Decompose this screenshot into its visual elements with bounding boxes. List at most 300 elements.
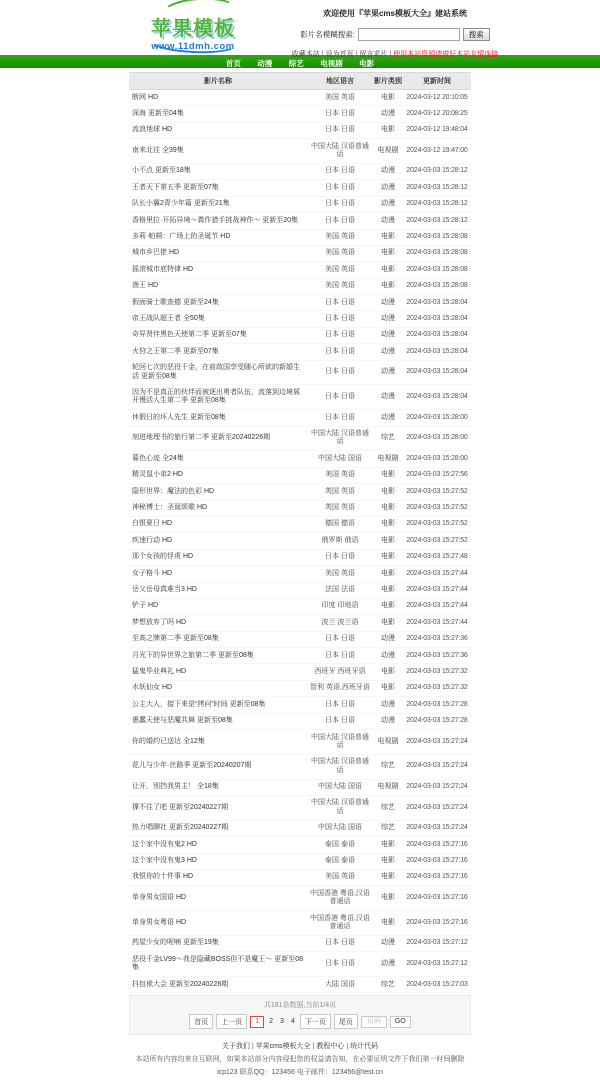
movie-region: 大陆 国语 <box>325 980 355 988</box>
movie-category-link[interactable]: 电影 <box>381 233 395 241</box>
table-row <box>129 837 471 853</box>
movie-title-link[interactable]: 队长小翼2青少年篇 更新至21集 <box>132 200 230 208</box>
table-row <box>129 566 471 582</box>
footer-contact: icp123 联系QQ：123456 电子邮件：123456@test.cn <box>217 1069 383 1077</box>
movie-title-link[interactable]: 神秘博士：圣诞颂歌 HD <box>132 504 208 512</box>
movie-title-link[interactable]: 流浪地球 HD <box>132 126 173 134</box>
movie-region: 中国香港 粤语,汉语普通话 <box>310 889 370 906</box>
movie-update-time: 2024-03-03 15:27:12 <box>406 959 468 967</box>
movie-update-time: 2024-03-03 15:27:44 <box>406 602 468 610</box>
logo-title: 苹果模板 <box>151 18 235 40</box>
site-header <box>0 0 600 58</box>
movie-update-time: 2024-03-03 15:27:36 <box>406 651 468 659</box>
movie-region: 中国大陆 汉语普通话 <box>311 733 369 749</box>
set-homepage-link[interactable]: 设为首页 <box>325 51 354 58</box>
prev-page-button[interactable]: 上一页 <box>216 1014 247 1029</box>
movie-update-time: 2024-03-03 15:27:16 <box>406 857 468 865</box>
movie-category-link[interactable]: 电影 <box>381 536 395 544</box>
movie-title-link[interactable]: 这个家中没有鬼3 HD <box>132 857 197 865</box>
separator: | <box>389 51 392 58</box>
table-row <box>129 869 471 885</box>
movie-category-link[interactable]: 电视剧 <box>377 737 399 745</box>
pagination <box>129 995 471 1035</box>
movie-category-link[interactable]: 动漫 <box>381 959 395 967</box>
separator: | <box>346 1043 349 1051</box>
first-page-button[interactable]: 首页 <box>189 1014 213 1029</box>
table-row <box>129 385 471 410</box>
page-link-2[interactable]: 2 <box>269 1018 274 1026</box>
movie-region: 泰国 泰语 <box>325 857 355 865</box>
movie-category-link[interactable]: 电影 <box>381 873 395 881</box>
movie-title-link[interactable]: 刻进地理书的旅行第二季 更新至20240226期 <box>132 434 271 442</box>
table-row <box>129 598 471 614</box>
movie-region: 印度 印地语 <box>321 602 359 610</box>
current-page-indicator: 1 <box>250 1016 264 1028</box>
movie-category-link[interactable]: 动漫 <box>381 393 395 401</box>
movie-update-time: 2024-03-03 15:27:32 <box>406 667 468 675</box>
movie-update-time: 2024-03-03 15:28:04 <box>406 393 468 401</box>
movie-title-link[interactable]: 单身男女国语 HD <box>132 894 187 901</box>
template-site-link[interactable]: 苹果cms模板大全 <box>255 1043 311 1051</box>
movie-region: 美国 英语 <box>325 873 355 881</box>
movie-title-link[interactable]: 水妖仙女 HD <box>132 684 173 692</box>
table-row <box>129 500 471 516</box>
movie-update-time: 2024-03-03 15:28:12 <box>406 200 468 208</box>
movie-category-link[interactable]: 综艺 <box>381 434 395 442</box>
last-page-button[interactable]: 尾页 <box>334 1014 358 1029</box>
movie-region: 日本 日语 <box>325 717 355 725</box>
movie-region: 中国大陆 汉语普通话 <box>311 758 369 774</box>
table-row <box>129 327 471 343</box>
movie-update-time: 2024-03-03 15:27:28 <box>406 717 468 725</box>
movie-category-link[interactable]: 动漫 <box>381 635 395 643</box>
table-row <box>129 213 471 229</box>
movie-category-link[interactable]: 电影 <box>381 553 395 561</box>
movie-region: 中国大陆 国语 <box>318 454 362 462</box>
separator: | <box>321 51 324 58</box>
movie-region: 中国香港 粤语,汉语普通话 <box>310 914 370 930</box>
movie-update-time: 2024-03-03 15:28:04 <box>406 298 468 306</box>
movie-category-link[interactable]: 动漫 <box>381 200 395 208</box>
nav-item-variety[interactable]: 综艺 <box>288 59 304 68</box>
nav-item-tvseries[interactable]: 电视剧 <box>320 59 343 68</box>
movie-title-link[interactable]: 岳父岳母真难当3 HD <box>132 586 197 593</box>
movie-title-link[interactable]: 轮回七次的恶役千金，在前敌国享受随心所欲的新婚生活 更新至08集 <box>132 364 300 380</box>
movie-title-link[interactable]: 帝王战队超王者 全50集 <box>132 314 205 322</box>
movie-category-link[interactable]: 电视剧 <box>377 454 399 462</box>
movie-category-link[interactable]: 电影 <box>381 93 395 101</box>
movie-update-time: 2024-03-03 15:27:24 <box>406 762 468 770</box>
table-row <box>129 90 471 106</box>
separator: | <box>312 1043 315 1051</box>
movie-category-link[interactable]: 动漫 <box>381 109 395 117</box>
table-row <box>129 820 471 836</box>
movie-title-link[interactable]: 女子格斗 HD <box>132 569 173 577</box>
movie-category-link[interactable]: 动漫 <box>381 413 395 421</box>
footer-disclaimer: 本站所有内容均来自互联网，如果本站部分内容侵犯您的权益请告知，在必要证明文件下我们第一时间删除 <box>135 1056 465 1064</box>
movie-region: 日本 日语 <box>325 126 355 134</box>
movie-title-link[interactable]: 猛鬼毕业典礼 HD <box>132 667 187 675</box>
movie-category-link[interactable]: 电影 <box>381 282 395 290</box>
table-row <box>129 180 471 196</box>
movie-title-link[interactable]: 断网 HD <box>132 93 159 101</box>
movie-region: 德国 德语 <box>325 520 355 528</box>
movie-category-link[interactable]: 电影 <box>381 249 395 257</box>
request-movie-link[interactable]: 留言求片 <box>359 51 388 58</box>
movie-region: 日本 日语 <box>325 331 355 339</box>
table-row <box>129 122 471 138</box>
table-row <box>129 278 471 294</box>
movie-update-time: 2024-03-03 15:27:52 <box>406 536 468 544</box>
movie-region: 日本 日语 <box>325 167 355 175</box>
movie-title-link[interactable]: 火狩之王第二季 更新至07集 <box>132 347 219 355</box>
movie-title-link[interactable]: 至高之牌第二季 更新至08集 <box>132 635 219 643</box>
movie-region: 美国 英语 <box>325 569 355 577</box>
movie-category-link[interactable]: 电影 <box>381 618 395 626</box>
movie-update-time: 2024-03-03 15:28:08 <box>406 249 468 257</box>
movie-region: 日本 日语 <box>325 393 355 401</box>
movie-region: 日本 日语 <box>325 368 355 376</box>
table-row <box>129 648 471 664</box>
nav-item-movie[interactable]: 电影 <box>359 59 375 68</box>
movie-region: 英国 英语 <box>325 487 355 495</box>
table-row <box>129 730 471 755</box>
table-row <box>129 245 471 261</box>
table-row <box>129 467 471 483</box>
table-row <box>129 549 471 565</box>
movie-update-time: 2024-03-03 15:27:16 <box>406 840 468 848</box>
table-row <box>129 533 471 549</box>
movie-category-link[interactable]: 电影 <box>381 265 395 273</box>
movie-category-link[interactable]: 动漫 <box>381 939 395 947</box>
movie-title-link[interactable]: 南来北往 全39集 <box>132 146 184 154</box>
movie-title-link[interactable]: 城市乡巴佬 HD <box>132 249 180 257</box>
table-row <box>129 484 471 500</box>
movie-update-time: 2024-03-03 15:27:28 <box>406 700 468 708</box>
movie-category-link[interactable]: 电影 <box>381 569 395 577</box>
movie-update-time: 2024-03-03 15:27:24 <box>406 737 468 745</box>
movie-category-link[interactable]: 电视剧 <box>377 146 399 154</box>
movie-title-link[interactable]: 热力唱聊社 更新至20240227期 <box>132 824 229 832</box>
bookmark-site-link[interactable]: 收藏本站 <box>291 51 320 58</box>
page-link-4[interactable]: 4 <box>290 1018 295 1026</box>
movie-title-link[interactable]: 恶役千金LV99～我是隐藏BOSS但不是魔王～ 更新至08集 <box>132 955 304 972</box>
pagination-controls <box>130 1014 470 1029</box>
movie-title-link[interactable]: 白银夏日 HD <box>132 520 173 528</box>
movie-category-link[interactable]: 动漫 <box>381 183 395 191</box>
movie-category-link[interactable]: 综艺 <box>381 803 395 811</box>
movie-update-time: 2024-03-03 15:27:52 <box>406 487 468 495</box>
movie-region: 日本 日语 <box>325 216 355 224</box>
movie-title-link[interactable]: 精灵鼠小弟2 HD <box>132 471 183 479</box>
movie-region: 中国大陆 汉语普通话 <box>311 799 369 815</box>
movie-update-time: 2024-03-03 15:27:12 <box>406 939 468 947</box>
movie-region: 日本 日语 <box>325 635 355 643</box>
movie-title-link[interactable]: 深海 更新至04集 <box>132 109 184 117</box>
table-row <box>129 410 471 426</box>
movie-region: 俄罗斯 俄语 <box>321 536 359 544</box>
movie-region: 日本 日语 <box>325 651 355 659</box>
pagination-summary: 共181条数据,当前1/4页 <box>263 1002 337 1010</box>
movie-title-link[interactable]: 让开，别挡我男主！ 全18集 <box>132 783 219 791</box>
movie-region: 智利 英语,西班牙语 <box>310 684 370 692</box>
movie-category-link[interactable]: 电影 <box>381 126 395 134</box>
movie-region: 法国 法语 <box>325 586 355 593</box>
movie-update-time: 2024-03-03 15:27:44 <box>406 586 468 593</box>
movie-category-link[interactable]: 动漫 <box>381 368 395 376</box>
movie-update-time: 2024-03-03 15:28:12 <box>406 216 468 224</box>
movie-title-link[interactable]: 假面骑士歌查德 更新至24集 <box>132 298 219 306</box>
movie-region: 中国大陆 国语 <box>318 783 362 791</box>
movie-title-link[interactable]: 愚蠢天使与恶魔共舞 更新至08集 <box>132 717 233 725</box>
movie-title-link[interactable]: 梦想放弃了吗 HD <box>132 618 187 626</box>
movie-category-link[interactable]: 动漫 <box>381 167 395 175</box>
movie-update-time: 2024-03-03 15:28:00 <box>406 413 468 421</box>
movie-title-link[interactable]: 摇滚城市底特律 HD <box>132 265 194 273</box>
table-row <box>129 426 471 451</box>
separator: | <box>251 1043 254 1051</box>
nav-item-home[interactable]: 首页 <box>225 59 241 68</box>
movie-region: 西班牙 西班牙语 <box>314 667 366 675</box>
movie-update-time: 2024-03-12 20:10:05 <box>406 93 468 101</box>
movie-category-link[interactable]: 电影 <box>381 602 395 610</box>
movie-title-link[interactable]: 休假日的坏人先生 更新至08集 <box>132 413 226 421</box>
movie-update-time: 2024-03-03 15:28:04 <box>406 347 468 355</box>
table-row <box>129 853 471 869</box>
table-row <box>129 451 471 467</box>
movie-region: 日本 日语 <box>325 413 355 421</box>
movie-title-link[interactable]: 那个女孩的俘虏 HD <box>132 553 194 561</box>
movie-region: 英国 英语 <box>325 504 355 512</box>
movie-region: 中国大陆 国语 <box>318 824 362 832</box>
movie-category-link[interactable]: 电影 <box>381 918 395 926</box>
movie-update-time: 2024-03-03 15:27:44 <box>406 569 468 577</box>
movie-update-time: 2024-03-03 15:28:04 <box>406 368 468 376</box>
about-us-link[interactable]: 关于我们 <box>221 1043 250 1051</box>
table-row <box>129 344 471 360</box>
site-logo[interactable] <box>142 1 244 53</box>
table-row <box>129 664 471 680</box>
column-header-category: 影片类别 <box>373 73 403 90</box>
movie-category-link[interactable]: 电影 <box>381 840 395 848</box>
movie-title-link[interactable]: 暮色心迹 全24集 <box>132 454 184 462</box>
page-link-3[interactable]: 3 <box>280 1018 284 1026</box>
table-row <box>129 582 471 598</box>
movie-update-time: 2024-03-03 15:28:00 <box>406 454 468 462</box>
movie-region: 波兰 波兰语 <box>321 618 359 626</box>
movie-region: 美国 英语 <box>325 233 355 241</box>
movie-region: 泰国 泰语 <box>325 840 355 848</box>
table-row <box>129 360 471 385</box>
table-row <box>129 106 471 122</box>
table-row <box>129 516 471 532</box>
table-row <box>129 163 471 179</box>
movie-region: 日本 日语 <box>325 314 355 322</box>
table-row <box>129 680 471 696</box>
movie-table-body <box>129 90 471 993</box>
stats-code-link[interactable]: 统计代码 <box>350 1043 379 1051</box>
movie-title-link[interactable]: 撑不住了吧 更新至20240227期 <box>132 803 229 811</box>
movie-update-time: 2024-03-03 15:28:04 <box>406 331 468 339</box>
movie-region: 美国 英语 <box>325 282 355 290</box>
table-row <box>129 713 471 729</box>
table-row <box>129 754 471 779</box>
movie-region: 日本 日语 <box>325 553 355 561</box>
movie-update-time: 2024-03-03 15:27:24 <box>406 783 468 791</box>
movie-update-time: 2024-03-12 19:48:04 <box>406 126 468 134</box>
table-row <box>129 886 471 911</box>
movie-update-time: 2024-03-03 15:28:04 <box>406 314 468 322</box>
movie-category-link[interactable]: 动漫 <box>381 651 395 659</box>
table-row <box>129 229 471 245</box>
movie-region: 中国大陆 汉语普通话 <box>311 142 369 159</box>
movie-title-link[interactable]: 奇异贤伴黑色天使第二季 更新至07集 <box>132 331 247 339</box>
search-button[interactable]: 搜索 <box>463 28 490 41</box>
table-row <box>129 952 471 977</box>
movie-search-input[interactable] <box>358 28 460 41</box>
movie-category-link[interactable]: 动漫 <box>381 331 395 339</box>
movie-category-link[interactable]: 动漫 <box>381 216 395 224</box>
movie-category-link[interactable]: 综艺 <box>381 762 395 770</box>
movie-region: 日本 日语 <box>325 939 355 947</box>
table-row <box>129 779 471 795</box>
column-header-region: 地区语言 <box>307 73 373 90</box>
movie-update-time: 2024-03-03 15:27:32 <box>406 684 468 692</box>
movie-category-link[interactable]: 动漫 <box>381 700 395 708</box>
table-row <box>129 262 471 278</box>
header-right <box>280 4 510 59</box>
movie-category-link[interactable]: 电影 <box>381 504 395 512</box>
movie-update-time: 2024-03-03 15:27:16 <box>406 918 468 926</box>
movie-update-time: 2024-03-03 15:27:36 <box>406 635 468 643</box>
movie-update-time: 2024-03-03 15:28:12 <box>406 183 468 191</box>
movie-category-link[interactable]: 电影 <box>381 667 395 675</box>
movie-title-link[interactable]: 因为不是真正的伙伴而被逐出勇者队伍，流落到边境展开慢活人生第二季 更新至08集 <box>132 388 300 405</box>
movie-title-link[interactable]: 小不点 更新至18集 <box>132 167 191 175</box>
quick-links <box>280 49 510 59</box>
movie-update-time: 2024-03-03 15:27:24 <box>406 824 468 832</box>
table-row <box>129 196 471 212</box>
go-button[interactable]: GO <box>390 1016 411 1028</box>
search-label: 影片名模糊搜索: <box>300 30 355 39</box>
movie-category-link[interactable]: 动漫 <box>381 347 395 355</box>
movie-update-time: 2024-03-03 15:27:24 <box>406 803 468 811</box>
movie-update-time: 2024-03-03 15:27:56 <box>406 471 468 479</box>
table-row <box>129 911 471 936</box>
movie-update-time: 2024-03-12 19:47:00 <box>406 146 468 154</box>
movie-category-link[interactable]: 电影 <box>381 894 395 901</box>
movie-category-link[interactable]: 电影 <box>381 586 395 593</box>
table-row <box>129 139 471 164</box>
movie-update-time: 2024-03-03 15:27:16 <box>406 873 468 881</box>
movie-title-link[interactable]: 单身男女粤语 HD <box>132 918 187 926</box>
movie-category-link[interactable]: 电影 <box>381 520 395 528</box>
table-row <box>129 295 471 311</box>
movie-update-time: 2024-03-03 15:28:08 <box>406 282 468 290</box>
movie-title-link[interactable]: 花儿与少年·丝路季 更新至20240207期 <box>132 762 252 770</box>
table-row <box>129 631 471 647</box>
table-row <box>129 935 471 951</box>
movie-update-time: 2024-03-03 15:27:52 <box>406 520 468 528</box>
movie-region: 日本 日语 <box>325 347 355 355</box>
movie-region: 日本 日语 <box>325 959 355 967</box>
movie-title-link[interactable]: 我恨你的十件事 HD <box>132 873 194 881</box>
movie-category-link[interactable]: 动漫 <box>381 717 395 725</box>
friend-link-notice[interactable]: 使用本站资源请做好本站友情连接 <box>393 51 499 58</box>
column-header-updated: 更新时间 <box>403 73 471 90</box>
table-row <box>129 977 471 993</box>
footer-links <box>0 1041 600 1051</box>
movie-category-link[interactable]: 综艺 <box>381 824 395 832</box>
movie-title-link[interactable]: 月光下的异世界之旅第二季 更新至08集 <box>132 651 254 659</box>
table-row <box>129 697 471 713</box>
movie-region: 日本 日语 <box>325 183 355 191</box>
movie-region: 中国大陆 汉语普通话 <box>311 430 369 446</box>
movie-update-time: 2024-03-03 15:27:03 <box>406 980 468 988</box>
search-bar <box>280 28 510 41</box>
movie-update-time: 2024-03-03 15:27:52 <box>406 504 468 512</box>
movie-title-link[interactable]: 隐形世界：魔法的色彩 HD <box>132 487 215 495</box>
movie-title-link[interactable]: 公主大人，接下来是“拷问”时间 更新至08集 <box>132 700 266 708</box>
welcome-text: 欢迎使用『苹果cms模板大全』建站系统 <box>322 9 467 18</box>
page-number-input[interactable] <box>361 1016 387 1028</box>
movie-title-link[interactable]: 香格里拉·开拓异境～粪作猎手挑战神作～ 更新至20集 <box>132 216 299 224</box>
movie-region: 美国 英语 <box>325 93 355 101</box>
movie-category-link[interactable]: 电影 <box>381 487 395 495</box>
table-row <box>129 795 471 820</box>
movie-title-link[interactable]: 这个家中没有鬼2 HD <box>132 840 197 848</box>
movie-region: 日本 日语 <box>325 200 355 208</box>
movie-region: 日本 日语 <box>325 298 355 306</box>
movie-update-time: 2024-03-03 15:28:08 <box>406 233 468 241</box>
movie-title-link[interactable]: 王者天下第五季 更新至07集 <box>132 183 219 191</box>
movie-category-link[interactable]: 综艺 <box>381 980 395 988</box>
movie-title-link[interactable]: 渔王 HD <box>132 282 159 290</box>
site-footer <box>0 1041 600 1083</box>
nav-item-anime[interactable]: 动漫 <box>257 59 273 68</box>
movie-category-link[interactable]: 电影 <box>381 857 395 865</box>
movie-update-time: 2024-03-03 15:27:16 <box>406 894 468 901</box>
movie-update-time: 2024-03-03 15:28:00 <box>406 434 468 442</box>
movie-category-link[interactable]: 动漫 <box>381 314 395 322</box>
movie-title-link[interactable]: 铲子 HD <box>132 602 159 610</box>
movie-region: 日本 日语 <box>325 109 355 117</box>
movie-table <box>129 72 471 993</box>
movie-title-link[interactable]: 多莉·帕顿：广场上的圣诞节 HD <box>132 233 231 241</box>
movie-category-link[interactable]: 电视剧 <box>377 783 399 791</box>
movie-update-time: 2024-03-03 15:28:08 <box>406 265 468 273</box>
movie-title-link[interactable]: 抖包袱大会 更新至20240228期 <box>132 980 229 988</box>
movie-category-link[interactable]: 电影 <box>381 471 395 479</box>
next-page-button[interactable]: 下一页 <box>300 1014 331 1029</box>
column-header-name: 影片名称 <box>129 73 307 90</box>
movie-update-time: 2024-03-03 15:27:44 <box>406 618 468 626</box>
tutorial-center-link[interactable]: 教程中心 <box>316 1043 345 1051</box>
table-row <box>129 615 471 631</box>
movie-title-link[interactable]: 疾速行动 HD <box>132 536 173 544</box>
logo-url: www.11dmh.com <box>151 41 235 52</box>
table-header-row <box>129 73 471 90</box>
movie-title-link[interactable]: 药屋少女的呢喃 更新至19集 <box>132 939 219 947</box>
movie-region: 美国 英语 <box>325 249 355 257</box>
separator: | <box>355 51 358 58</box>
movie-title-link[interactable]: 你的婚约已送达 全12集 <box>132 737 205 745</box>
movie-list-section <box>129 72 471 1035</box>
movie-category-link[interactable]: 动漫 <box>381 298 395 306</box>
movie-category-link[interactable]: 电影 <box>381 684 395 692</box>
movie-update-time: 2024-03-03 15:28:12 <box>406 167 468 175</box>
movie-region: 美国 英语 <box>325 471 355 479</box>
